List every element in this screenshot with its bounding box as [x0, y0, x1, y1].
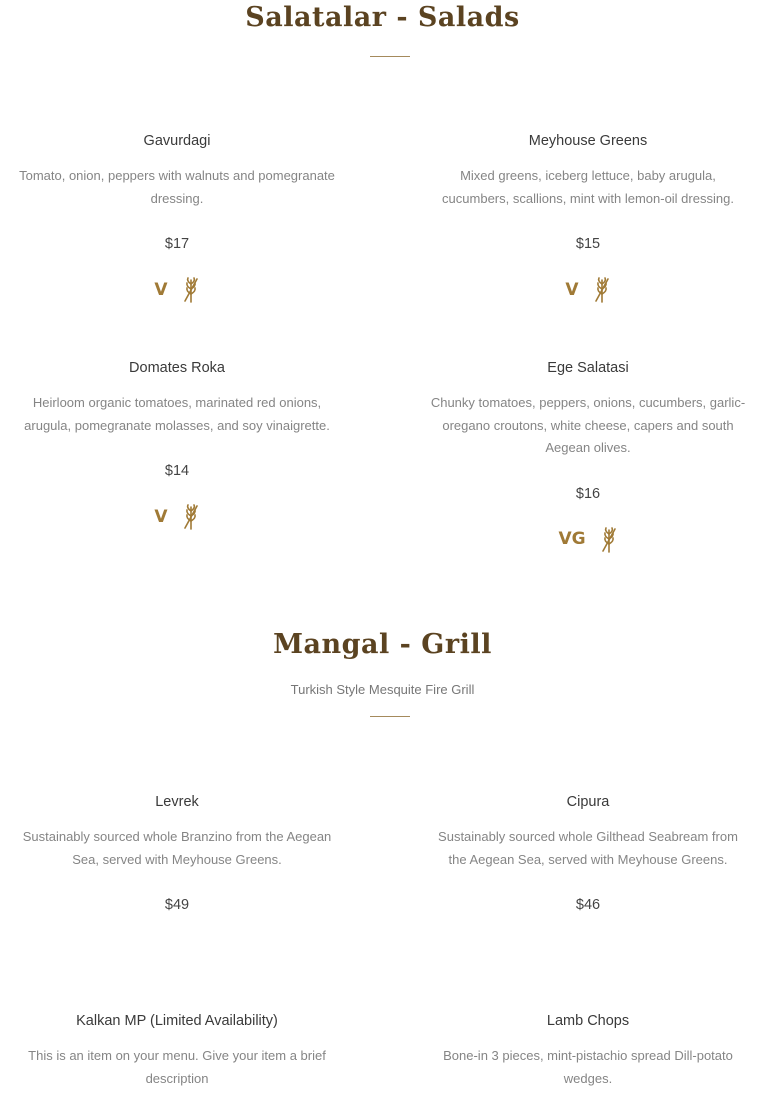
item-description: Tomato, onion, peppers with walnuts and pomegranate dressing. [19, 168, 335, 206]
item-description: Heirloom organic tomatoes, marinated red onions, arugula, pomegranate molasses, and soy vinaigrette. [24, 395, 330, 433]
menu-item-gavurdagi [17, 131, 337, 304]
item-name: Domates Roka [129, 360, 225, 376]
item-dietary-icons [17, 503, 337, 531]
item-name: Lamb Chops [546, 1013, 630, 1029]
section-subtitle: Turkish Style Mesquite Fire Grill [290, 682, 475, 697]
item-dietary-icons [17, 276, 337, 304]
item-name: Cipura [566, 794, 610, 810]
item-price: $15 [575, 236, 601, 252]
item-price: $49 [164, 897, 190, 913]
item-price: $17 [164, 236, 190, 252]
menu-item-cipura [428, 792, 748, 915]
item-description: Sustainably sourced whole Gilthead Seabream from the Aegean Sea, served with Meyhouse Greens. [438, 829, 738, 867]
section-title-grill: Mangal - Grill [273, 629, 492, 660]
item-description: Bone-in 3 pieces, mint-pistachio spread Dill-potato wedges. [443, 1048, 733, 1086]
item-dietary-icons [428, 276, 748, 304]
gluten-free-icon [182, 276, 200, 304]
section-title-salads: Salatalar - Salads [245, 2, 520, 33]
section-divider [370, 56, 410, 57]
item-description: This is an item on your menu. Give your item a brief description [28, 1048, 326, 1086]
item-dietary-icons [428, 526, 748, 554]
item-price: $46 [575, 897, 601, 913]
item-name: Meyhouse Greens [528, 133, 648, 149]
menu-item-levrek [17, 792, 337, 915]
item-name: Gavurdagi [143, 133, 211, 149]
menu-item-meyhouse-greens [428, 131, 748, 304]
item-description: Sustainably sourced whole Branzino from the Aegean Sea, served with Meyhouse Greens. [22, 829, 332, 867]
item-name: Ege Salatasi [547, 360, 629, 376]
vegetarian-badge: V [565, 279, 579, 300]
gluten-free-icon [593, 276, 611, 304]
gluten-free-icon [600, 526, 618, 554]
item-name: Kalkan MP (Limited Availability) [76, 1013, 278, 1029]
menu-item-domates-roka [17, 358, 337, 531]
menu-item-lamb-chops [428, 1011, 748, 1090]
item-description: Chunky tomatoes, peppers, onions, cucumbers, garlic-oregano croutons, white cheese, capers and south Aegean olives. [430, 395, 746, 455]
item-name: Levrek [155, 794, 199, 810]
vegan-badge: VG [558, 529, 586, 549]
vegetarian-badge: V [154, 506, 168, 527]
item-price: $16 [575, 485, 601, 502]
item-description: Mixed greens, iceberg lettuce, baby arugula, cucumbers, scallions, mint with lemon-oil dressing. [442, 168, 734, 206]
vegetarian-badge: V [154, 279, 168, 300]
menu-item-kalkan [17, 1011, 337, 1090]
item-price: $14 [164, 463, 190, 479]
section-divider [370, 716, 410, 717]
gluten-free-icon [182, 503, 200, 531]
menu-item-ege-salatasi [428, 358, 748, 554]
